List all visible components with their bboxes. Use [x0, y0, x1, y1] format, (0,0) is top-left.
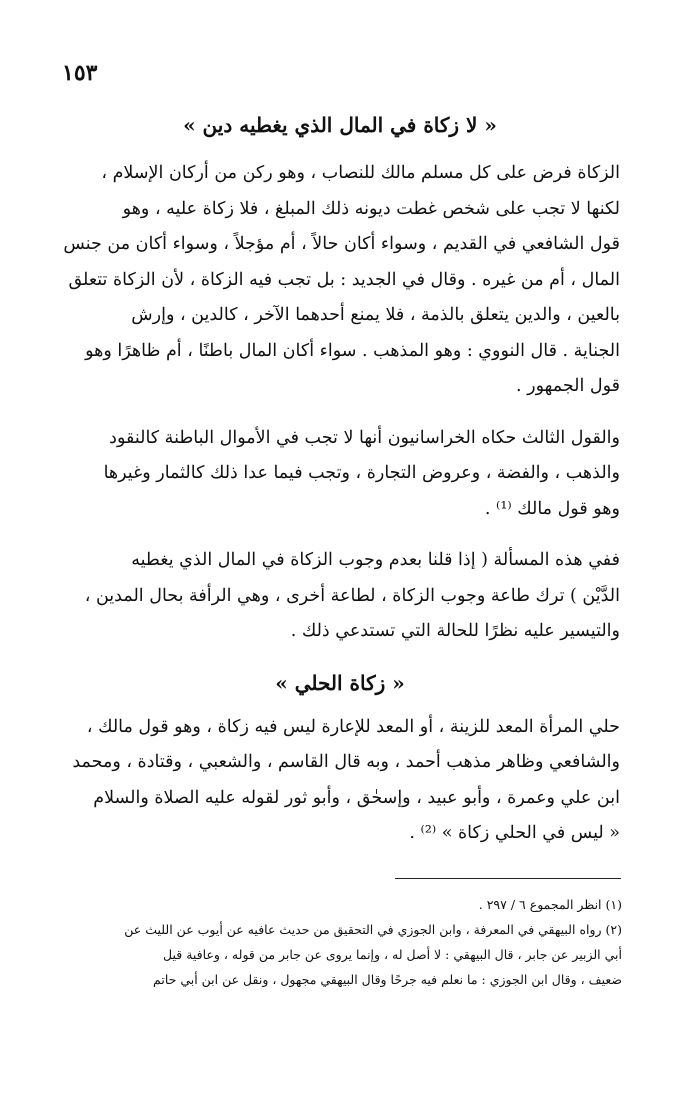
text-line: حلي المرأة المعد للزينة ، أو المعد للإعارة ليس فيه زكاة ، وهو قول مالك ،: [86, 716, 620, 737]
footnote-2-line: (٢) رواه البيهقي في المعرفة ، وابن الجوزي في التحقيق من حديث عافيه عن أيوب عن الليث عن: [124, 922, 622, 937]
page-body: [60, 108, 620, 868]
paragraph-issue-summary: [60, 543, 620, 650]
section-title-jewelry: « زكاة الحلي »: [275, 670, 405, 695]
paragraph-zakat-debt: [60, 156, 620, 405]
text-line: بالعين ، والدين يتعلق بالذمة ، فلا يمنع أحدهما الآخر ، كالدين ، وإرش: [131, 305, 620, 325]
text-line: قول الشافعي في القديم ، وسواء أكان حالاً ، أم مؤجلاً ، وسواء أكان من جنس: [63, 234, 620, 254]
footnote-1: (١) انظر المجموع ٦ / ٢٩٧ .: [478, 897, 622, 912]
text-line: الدَّيْن ) ترك طاعة وجوب الزكاة ، لطاعة أخرى ، وهي الرأفة بحال المدين ،: [84, 585, 620, 606]
text-line: والشافعي وظاهر مذهب أحمد ، وبه قال القاسم ، والشعبي ، وقتادة ، ومحمد: [72, 752, 620, 772]
footnotes: [60, 892, 622, 992]
paragraph-third-opinion: [60, 421, 620, 528]
text-line: الزكاة فرض على كل مسلم مالك للنصاب ، وهو ركن من أركان الإسلام ،: [101, 163, 620, 183]
text-line: والقول الثالث حكاه الخراسانيون أنها لا تجب في الأموال الباطنة كالنقود: [109, 427, 620, 448]
footnote-divider: [395, 878, 621, 879]
paragraph-jewelry: [60, 710, 620, 852]
text-line: الجناية . قال النووي : وهو المذهب . سواء أكان المال باطنًا ، أم ظاهرًا وهو: [85, 340, 620, 361]
text-line: « ليس في الحلي زكاة » ⁽²⁾ .: [409, 823, 620, 843]
text-line: وهو قول مالك ⁽¹⁾ .: [484, 498, 620, 519]
text-line: ففي هذه المسألة ( إذا قلنا بعدم وجوب الزكاة في المال الذي يغطيه: [131, 550, 620, 570]
text-line: والتيسير عليه نظرًا للحالة التي تستدعي ذلك .: [290, 621, 620, 641]
page-number: ١٥٣: [62, 60, 98, 86]
footnote-2-line: أبي الزبير عن جابر ، قال البيهقي : لا أصل له ، وإنما يروى عن جابر من قوله ، وعافية قيل: [163, 947, 622, 962]
text-line: المال ، أم من غيره . وقال في الجديد : بل تجب فيه الزكاة ، لأن الزكاة تتعلق: [68, 269, 620, 290]
footnote-2-line: ضعيف ، وقال ابن الجوزي : ما نعلم فيه جرحًا وقال البيهقي مجهول ، ونقل عن ابن أبي حاتم: [153, 972, 622, 987]
text-line: لكنها لا تجب على شخص غطت ديونه ذلك المبلغ ، فلا زكاة عليه ، وهو: [122, 198, 620, 219]
text-line: قول الجمهور .: [516, 376, 620, 396]
section-title-debt: « لا زكاة في المال الذي يغطيه دين »: [183, 113, 497, 137]
text-line: والذهب ، والفضة ، وعروض التجارة ، وتجب فيما عدا ذلك كالثمار وغيرها: [103, 463, 620, 483]
text-line: ابن علي وعمرة ، وأبو عبيد ، وإسحٰق ، وأبو ثور لقوله عليه الصلاة والسلام: [93, 787, 620, 808]
